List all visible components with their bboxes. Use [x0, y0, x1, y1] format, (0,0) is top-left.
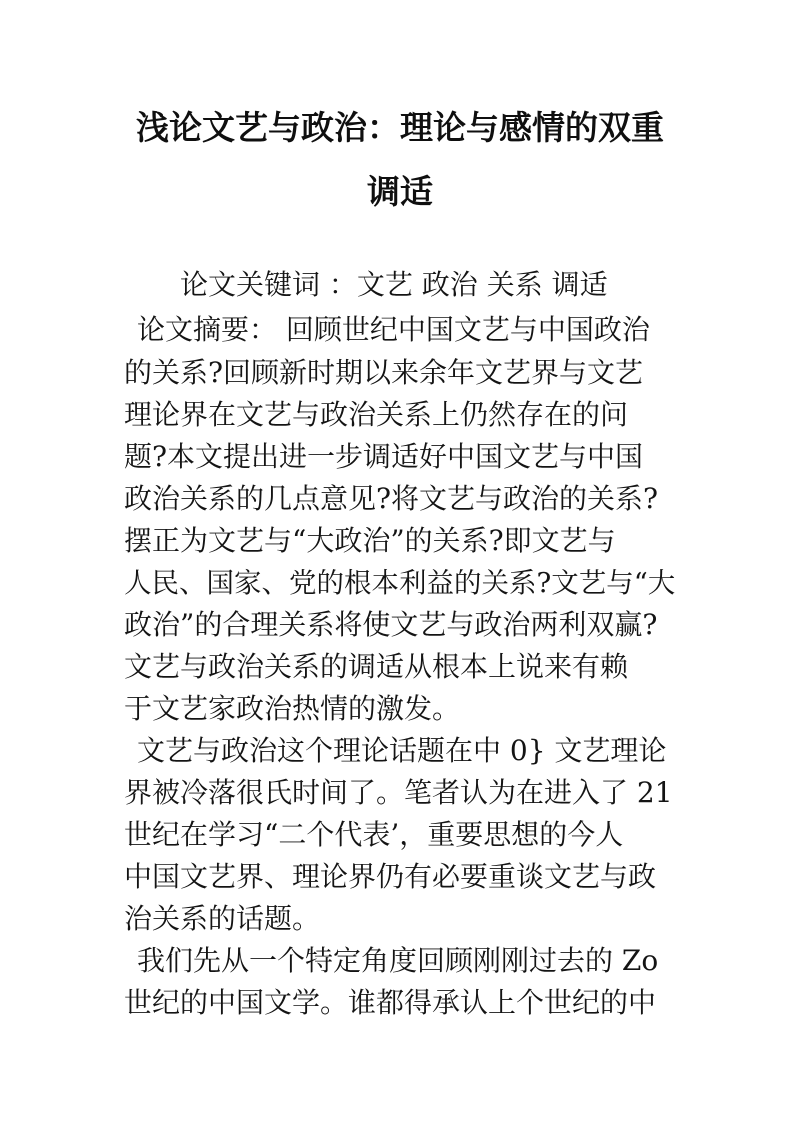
body-line-2: 的关系?回顾新时期以来余年文艺界与文艺: [124, 356, 644, 389]
body-line-1: 论文摘要： 回顾世纪中国文艺与中国政治: [137, 313, 650, 346]
body-line-10: 于文艺家政治热情的激发。: [124, 692, 461, 725]
body-line-17: 世纪的中国文学。谁都得承认上个世纪的中: [124, 986, 657, 1019]
body-line-11: 文艺与政治这个理论话题在中 0} 文艺理论: [137, 734, 667, 767]
title-line-2: 调适: [367, 172, 433, 211]
body-line-7: 人民、国家、党的根本利益的关系?文艺与“大: [124, 567, 676, 599]
body-line-9: 文艺与政治关系的调适从根本上说来有赖: [124, 650, 629, 683]
body-line-4: 题?本文提出进一步调适好中国文艺与中国: [124, 440, 644, 473]
body-line-12: 界被冷落很氏时间了。笔者认为在进入了 21: [124, 776, 673, 809]
body-line-13: 世纪在学习“二个代表’，重要思想的今人: [124, 818, 624, 851]
title-line-1: 浅论文艺与政治：理论与感情的双重: [136, 108, 664, 147]
body-line-5: 政治关系的几点意见?将文艺与政治的关系?: [124, 482, 659, 515]
body-line-8: 政治”的合理关系将使文艺与政治两利双赢?: [124, 608, 658, 641]
keywords-line: 论文关键词 ：文艺 政治 关系 调适: [180, 268, 608, 301]
body-line-3: 理论界在文艺与政治关系上仍然存在的问: [124, 398, 629, 431]
body-line-15: 治关系的话题。: [124, 902, 321, 935]
body-line-14: 中国文艺界、理论界仍有必要重谈文艺与政: [124, 860, 657, 893]
body-line-16: 我们先从一个特定角度回顾刚刚过去的 Zo: [137, 944, 659, 977]
body-line-6: 摆正为文艺与“大政治”的关系?即文艺与: [124, 524, 616, 557]
